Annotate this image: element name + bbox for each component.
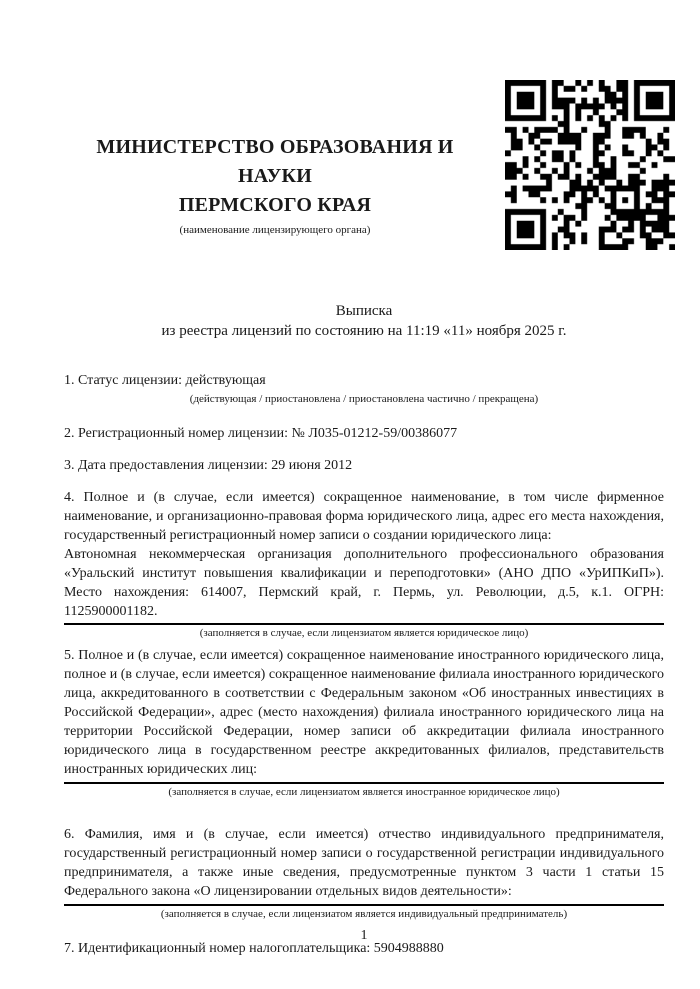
item-taxpayer-number-label: 7. Идентификационный номер налогоплательщика: 5904988880 [64,941,444,956]
item-license-status [64,371,664,408]
item-legal-entity [64,488,664,642]
item-individual-entrepreneur [64,825,664,923]
item-license-status-caption: (действующая / приостановлена / приостановлена частично / прекращена) [189,393,539,405]
item-license-date-label: 3. Дата предоставления лицензии: 29 июня 2012 [64,458,353,473]
item-legal-entity-caption: (заполняется в случае, если лицензиатом является юридическое лицо) [199,627,529,639]
licensing-authority-header [60,133,490,236]
item-registration-number-label: 2. Регистрационный номер лицензии: № Л035-01212-59/00386077 [64,426,458,441]
item-license-status-label: 1. Статус лицензии: действующая [64,373,266,388]
page-number: 1 [360,928,368,943]
item-individual-entrepreneur-label: 6. Фамилия, имя и (в случае, если имеется) отчество индивидуального предпринимателя, государственный регистрационный номер записи о государственной регистрации индивидуального предпринимателя, а также иные сведения, предусмотренные пунктом 3 части 1 статьи 15 Федерального закона «О лицензировании отдельных видов деятельности»: [64,827,664,899]
item-foreign-entity-caption: (заполняется в случае, если лицензиатом является иностранное юридическое лицо) [168,786,560,798]
item-legal-entity-label: 4. Полное и (в случае, если имеется) сокращенное наименование, в том числе фирменное наименование, и организационно-правовая форма юридического лица, адрес его места нахождения, государственный регистрационный номер записи о создании юридического лица: [64,490,664,543]
authority-caption: (наименование лицензирующего органа) [179,224,371,236]
qr-code-icon [505,80,675,250]
authority-name [60,133,490,220]
item-registration-number [64,424,664,444]
authority-name-line2: ПЕРМСКОГО КРАЯ [178,194,372,216]
authority-name-line1: МИНИСТЕРСТВО ОБРАЗОВАНИЯ И НАУКИ [96,136,454,187]
item-individual-entrepreneur-caption: (заполняется в случае, если лицензиатом является индивидуальный предприниматель) [160,908,568,920]
document-title-line1: Выписка [335,303,393,319]
item-foreign-entity [64,646,664,801]
item-foreign-entity-label: 5. Полное и (в случае, если имеется) сокращенное наименование иностранного юридического лица, полное и (в случае, если имеется) сокращенное наименование филиала иностранного юридического лица, аккредитованного в соответствии с Федеральным законом «Об иностранных инвестициях в Российской Федерации», адрес (место нахождения) филиала иностранного юридического лица на территории Российской Федерации, номер записи об аккредитации филиала иностранного юридического лица в государственном реестре аккредитованных филиалов, представительств иностранных юридических лиц: [64,648,664,777]
item-legal-entity-value: Автономная некоммерческая организация дополнительного профессионального образования «Уральский институт повышения квалификации и переподготовки» (АНО ДПО «УрИПКиП»). Место нахождения: 614007, Пермский край, г. Пермь, ул. Революции, д.5, к.1. ОГРН: 1125900001182. [64,547,664,619]
document-body [64,371,664,959]
item-license-date [64,456,664,476]
document-title [64,301,664,341]
document-title-line2: из реестра лицензий по состоянию на 11:19 «11» ноября 2025 г. [161,323,567,339]
